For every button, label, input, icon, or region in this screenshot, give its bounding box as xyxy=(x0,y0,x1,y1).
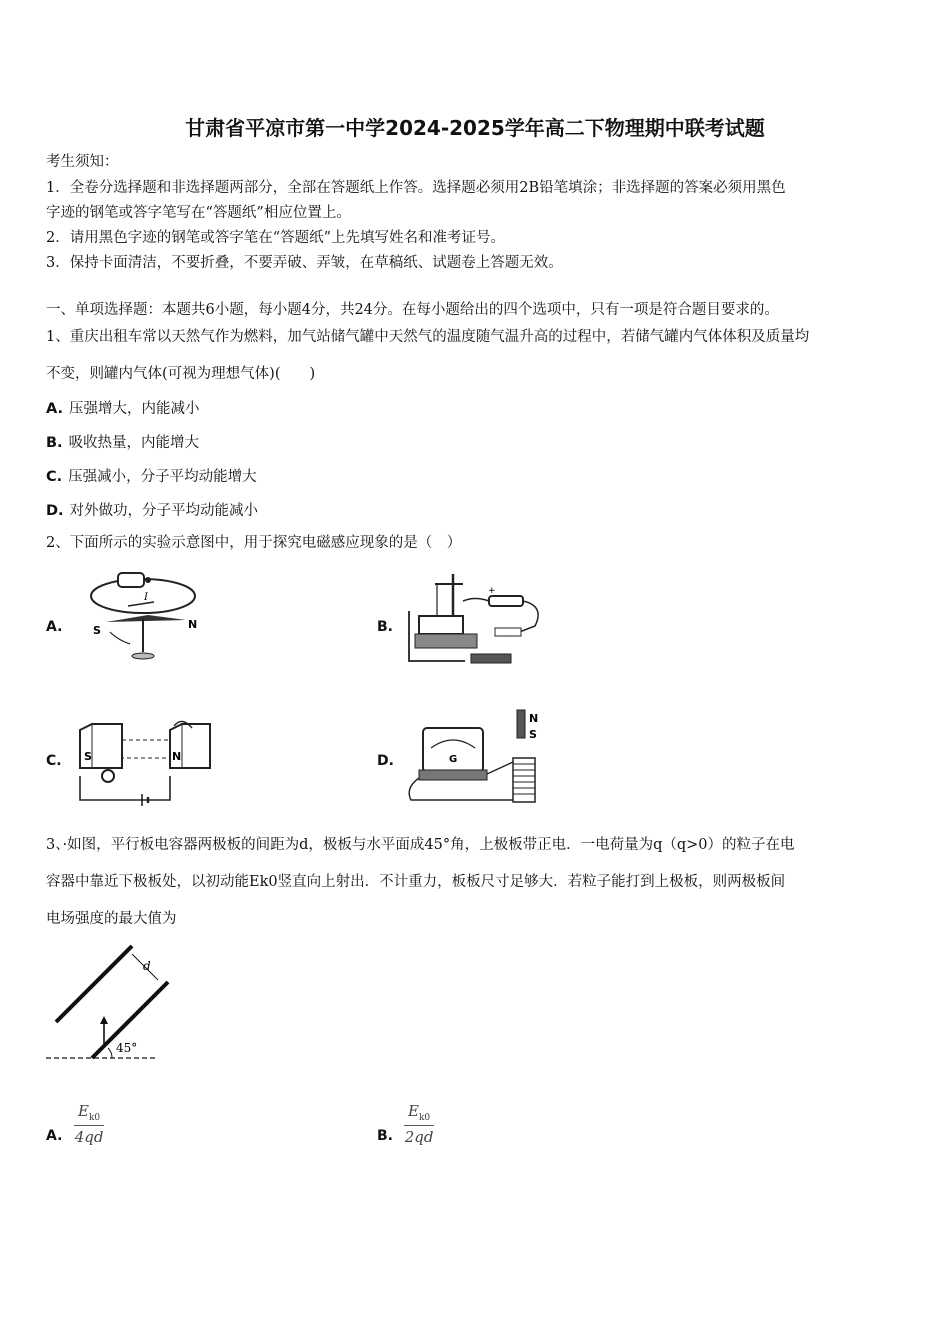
svg-text:+: + xyxy=(488,586,496,596)
q2-stem: 2、下面所示的实验示意图中，用于探究电磁感应现象的是（ ） xyxy=(46,535,462,551)
q3-option-b-fraction[interactable]: $\frac{E_{k0}}{2qd}$ xyxy=(404,1102,434,1146)
fig-c-s: S xyxy=(84,750,92,763)
q2-figure-a xyxy=(88,570,198,670)
section-heading: 一、单项选择题：本题共6小题，每小题4分，共24分。在每小题给出的四个选项中，只有一项是符合题目要求的。 xyxy=(46,302,779,318)
q3-stem-line3: 电场强度的最大值为 xyxy=(46,911,177,927)
fig-c-n: N xyxy=(172,750,182,763)
q1-option-b[interactable]: B. 吸收热量，内能增大 xyxy=(46,435,200,451)
notice-heading: 考生须知： xyxy=(46,154,119,170)
fig-a-s: S xyxy=(93,624,101,637)
q2-figure-c xyxy=(76,720,216,805)
q2-figure-d xyxy=(405,706,555,806)
q2-option-b-label[interactable]: B. xyxy=(377,619,393,635)
q2-option-a-label[interactable]: A. xyxy=(46,619,63,635)
q2-figure-b xyxy=(405,566,545,671)
q1-option-a[interactable]: A. 压强增大，内能减小 xyxy=(46,401,200,417)
notice-line-3: 3．保持卡面清洁，不要折叠，不要弄破、弄皱，在草稿纸、试题卷上答题无效。 xyxy=(46,255,563,271)
q1-option-c[interactable]: C. 压强减小，分子平均动能增大 xyxy=(46,469,257,485)
fig-a-n: N xyxy=(188,618,198,631)
q3-fig-d: d xyxy=(143,959,151,973)
notice-line-1b: 字迹的钢笔或答字笔写在“答题纸”相应位置上。 xyxy=(46,205,351,221)
notice-line-2: 2．请用黑色字迹的钢笔或答字笔在“答题纸”上先填写姓名和准考证号。 xyxy=(46,230,506,246)
fig-d-s: S xyxy=(529,728,537,741)
q3-fig-angle: 45° xyxy=(116,1041,138,1055)
q1-stem-line2: 不变，则罐内气体(可视为理想气体)( ) xyxy=(46,366,316,382)
q3-option-a-label[interactable]: A. xyxy=(46,1128,63,1144)
q1-option-d[interactable]: D. 对外做功，分子平均动能减小 xyxy=(46,503,259,519)
q2-option-d-label[interactable]: D. xyxy=(377,753,394,769)
q3-stem-line2: 容器中靠近下极板处，以初动能Ek0竖直向上射出．不计重力，板板尺寸足够大．若粒子能打到上极板，则两极板间 xyxy=(46,874,786,890)
page-title: 甘肃省平凉市第一中学2024-2025学年高二下物理期中联考试题 xyxy=(185,116,765,140)
q3-option-b-label[interactable]: B. xyxy=(377,1128,393,1144)
q3-stem-line1: 3、·如图，平行板电容器两极板的间距为d，极板与水平面成45°角，上极板带正电．一电荷量为q（q>0）的粒子在电 xyxy=(46,837,795,853)
q3-option-a-fraction[interactable]: $\frac{E_{k0}}{4qd}$ xyxy=(74,1102,104,1146)
fig-d-g: G xyxy=(449,754,458,765)
q3-capacitor-figure xyxy=(46,940,176,1065)
fig-a-i: I xyxy=(144,592,148,603)
fig-d-n: N xyxy=(529,712,539,725)
q2-option-c-label[interactable]: C. xyxy=(46,753,62,769)
notice-line-1: 1．全卷分选择题和非选择题两部分，全部在答题纸上作答。选择题必须用2B铅笔填涂；非选择题的答案必须用黑色 xyxy=(46,180,786,196)
q1-stem-line1: 1、重庆出租车常以天然气作为燃料，加气站储气罐中天然气的温度随气温升高的过程中，若储气罐内气体体积及质量均 xyxy=(46,329,810,345)
